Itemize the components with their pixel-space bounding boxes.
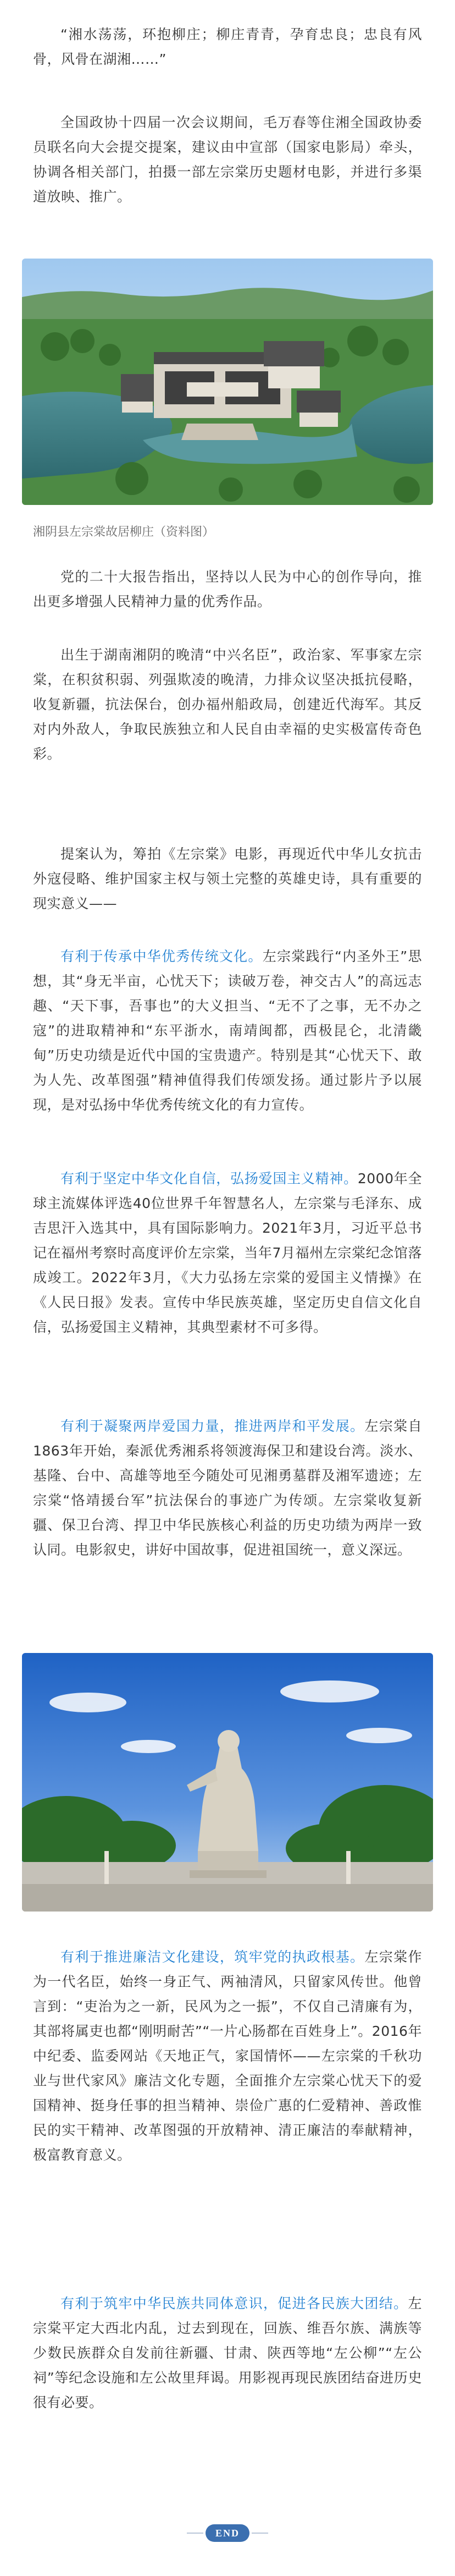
section-clean-governance-heading: 有利于推进廉洁文化建设，筑牢党的执政根基。 — [60, 1949, 365, 1965]
section-clean-governance-text — [33, 1945, 422, 2167]
residence-aerial-illustration — [22, 259, 433, 505]
section-traditional-culture-heading: 有利于传承中华优秀传统文化。 — [60, 948, 263, 964]
end-label: END — [206, 2524, 249, 2542]
end-left-divider — [187, 2533, 203, 2534]
statue-illustration — [22, 1653, 433, 1912]
section-cultural-confidence-body: 2000年全球主流媒体评选40位世界千年智慧名人，左宗棠与毛泽东、成吉思汗入选其中，具有国际影响力。2021年3月，习近平总书记在福州考察时高度评价左宗棠，当年7月福州左宗棠纪念馆落成竣工。2022年3月，《大力弘扬左宗棠的爱国主义情操》在《人民日报》发表。宣传中华民族英雄，坚定历史自信文化自信，弘扬爱国主义精神，其典型素材不可多得。 — [33, 1171, 422, 1335]
section-ethnic-unity — [33, 2291, 422, 2415]
section-ethnic-unity-body: 左宗棠平定大西北内乱，过去到现在，回族、维吾尔族、满族等少数民族群众自发前往新疆、甘肃、陕西等地“左公柳”“左公祠”等纪念设施和左公故里拜谒。用影视再现民族团结奋进历史很有必要。 — [33, 2295, 422, 2410]
end-badge — [187, 2517, 268, 2550]
report-paragraph — [33, 564, 422, 614]
section-clean-governance — [33, 1945, 422, 2167]
section-cross-strait-heading: 有利于凝聚两岸爱国力量，推进两岸和平发展。 — [60, 1418, 365, 1434]
section-cultural-confidence-heading: 有利于坚定中华文化自信，弘扬爱国主义精神。 — [60, 1171, 358, 1187]
section-cross-strait — [33, 1414, 422, 1562]
section-cross-strait-text — [33, 1414, 422, 1562]
significance-intro-text: 提案认为，筹拍《左宗棠》电影，再现近代中华儿女抗击外寇侵略、维护国家主权与领土完整的英雄史诗，具有重要的现实意义—— — [33, 846, 422, 911]
section-ethnic-unity-heading: 有利于筑牢中华民族共同体意识，促进各民族大团结。 — [60, 2295, 408, 2311]
opening-quote — [33, 22, 422, 72]
significance-intro — [33, 842, 422, 916]
section-cultural-confidence-text — [33, 1166, 422, 1339]
proposal-paragraph — [33, 110, 422, 209]
section-traditional-culture-body: 左宗棠践行“内圣外王”思想，其“身无半亩，心忧天下；读破万卷，神交古人”的高远志趣、“天下事，吾事也”的大义担当、“无不了之事，无不办之寇”的进取精神和“东平浙水，南靖闽都，西极昆仑，北清畿甸”历史功绩是近代中国的宝贵遗产。特别是其“心忧天下、敢为人先、改革图强”精神值得我们传颂发扬。通过影片予以展现，是对弘扬中华优秀传统文化的有力宣传。 — [33, 948, 422, 1113]
proposal-text: 全国政协十四届一次会议期间，毛万春等住湘全国政协委员联名向大会提交提案，建议由中宣部（国家电影局）牵头，协调各相关部门，拍摄一部左宗棠历史题材电影，并进行多渠道放映、推广。 — [33, 114, 422, 205]
section-traditional-culture-text — [33, 944, 422, 1117]
report-text: 党的二十大报告指出，坚持以人民为中心的创作导向，推出更多增强人民精神力量的优秀作品。 — [33, 569, 422, 609]
section-cross-strait-body: 左宗棠自1863年开始，秦派优秀湘系将领渡海保卫和建设台湾。淡水、基隆、台中、高雄等地至今随处可见湘勇墓群及湘军遗迹；左宗棠“恪靖援台军”抗法保台的事迹广为传颂。左宗棠收复新疆、保卫台湾、捍卫中华民族核心利益的历史功绩为两岸一致认同。电影叙史，讲好中国故事，促进祖国统一，意义深远。 — [33, 1418, 422, 1558]
biography-text: 出生于湖南湘阴的晚清“中兴名臣”，政治家、军事家左宗棠，在积贫积弱、列强欺凌的晚清，力排众议坚决抵抗侵略，收复新疆，抗法保台，创办福州船政局，创建近代海军。其反对内外敌人，争取民族独立和人民自由幸福的史实极富传奇色彩。 — [33, 647, 422, 762]
residence-photo — [22, 259, 433, 505]
section-cultural-confidence — [33, 1166, 422, 1339]
end-right-divider — [252, 2533, 268, 2534]
section-clean-governance-body: 左宗棠作为一代名臣，始终一身正气、两袖清风，只留家风传世。他曾言到：“吏治为之一新，民风为之一振”，不仅自己清廉有为，其部将属吏也都“刚明耐苦”“一片心肠都在百姓身上”。2016年中纪委、监委网站《天地正气，家国情怀——左宗棠的千秋功业与世代家风》廉洁文化专题，全面推介左宗棠心忧天下的爱国精神、挺身任事的担当精神、崇俭广惠的仁爱精神、善政惟民的实干精神、改革图强的开放精神、清正廉洁的奉献精神，极富教育意义。 — [33, 1949, 422, 2163]
section-ethnic-unity-text — [33, 2291, 422, 2415]
residence-photo-caption: 湘阴县左宗棠故居柳庄（资料图） — [33, 525, 215, 539]
section-traditional-culture — [33, 944, 422, 1117]
biography-paragraph — [33, 642, 422, 766]
opening-quote-text: “湘水荡荡，环抱柳庄；柳庄青青，孕育忠良；忠良有风骨，风骨在湖湘……” — [33, 26, 422, 67]
statue-photo — [22, 1653, 433, 1912]
